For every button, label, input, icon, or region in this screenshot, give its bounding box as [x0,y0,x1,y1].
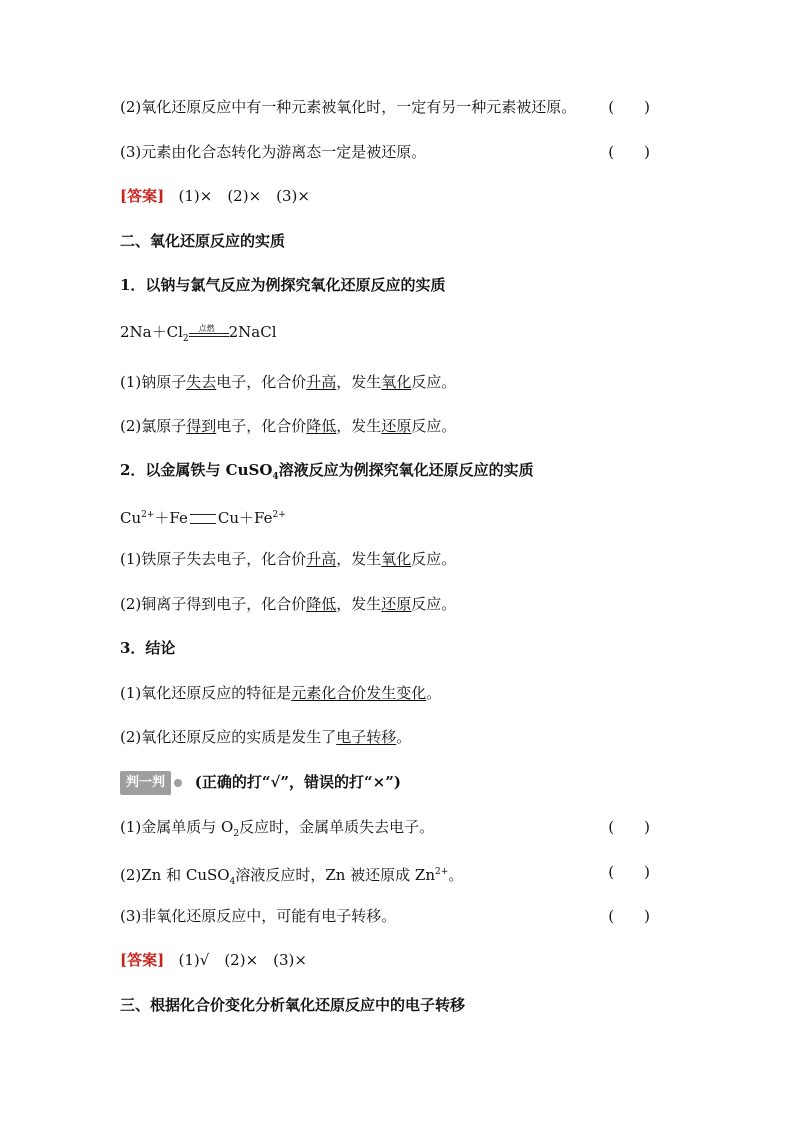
judge-question-2: (2)Zn 和 CuSO$_4$溶液反应时，Zn 被还原成 $Zn^{2+}$。 ( ) [120,863,650,887]
answer-label: [答案] [120,187,165,205]
item-3-heading: 3．结论 [120,639,176,657]
question-2: (2)氧化还原反应中有一种元素被氧化时，一定有另一种元素被还原。 ( ) [120,98,650,116]
judge-badge: 判一判 [120,771,171,795]
section-3-heading: 三、根据化合价变化分析氧化还原反应中的电子转移 [120,996,466,1014]
answer-text: (1)× (2)× (3)× [178,187,310,205]
judge-question-3: (3)非氧化还原反应中，可能有电子转移。 ( ) [120,907,650,925]
bullet-dot-icon [174,779,182,787]
chlorine-statement: (2)氯原子得到电子，化合价降低，发生还原反应。 [120,417,457,435]
sodium-statement: (1)钠原子失去电子，化合价升高，发生氧化反应。 [120,373,457,391]
answer-blank: ( ) [608,818,650,836]
question-3: (3)元素由化合态转化为游离态一定是被还原。 ( ) [120,143,650,161]
iron-statement: (1)铁原子失去电子，化合价升高，发生氧化反应。 [120,550,457,568]
judge-header [120,771,660,795]
reaction-arrow: 点燃 [189,323,229,343]
equation-2: $Cu^{2+}+Fe$ $Cu+Fe^{2+}$ [120,509,286,527]
answer-blank: ( ) [608,907,650,925]
answer-text: (1)√ (2)× (3)× [178,951,307,969]
item-1-heading: 1．以钠与氯气反应为例探究氧化还原反应的实质 [120,276,446,294]
answer-blank: ( ) [608,863,650,881]
equation-1: $2Na+Cl_2$ 点燃 2NaCl [120,323,277,344]
answer-line-2 [120,950,660,970]
conclusion-2: (2)氧化还原反应的实质是发生了电子转移。 [120,728,412,746]
judge-hint: (正确的打“√”，错误的打“×”) [194,773,401,791]
copper-statement: (2)铜离子得到电子，化合价降低，发生还原反应。 [120,595,457,613]
item-2-heading: 2．以金属铁与 CuSO$_4$溶液反应为例探究氧化还原反应的实质 [120,461,534,482]
equals-sign [190,514,216,524]
conclusion-1: (1)氧化还原反应的特征是元素化合价发生变化。 [120,684,442,702]
answer-label: [答案] [120,951,165,969]
judge-question-1: (1)金属单质与 $O_2$反应时，金属单质失去电子。 ( ) [120,818,650,839]
section-2-heading: 二、氧化还原反应的实质 [120,232,286,250]
answer-blank: ( ) [608,98,650,116]
answer-blank: ( ) [608,143,650,161]
answer-line-1 [120,186,660,206]
